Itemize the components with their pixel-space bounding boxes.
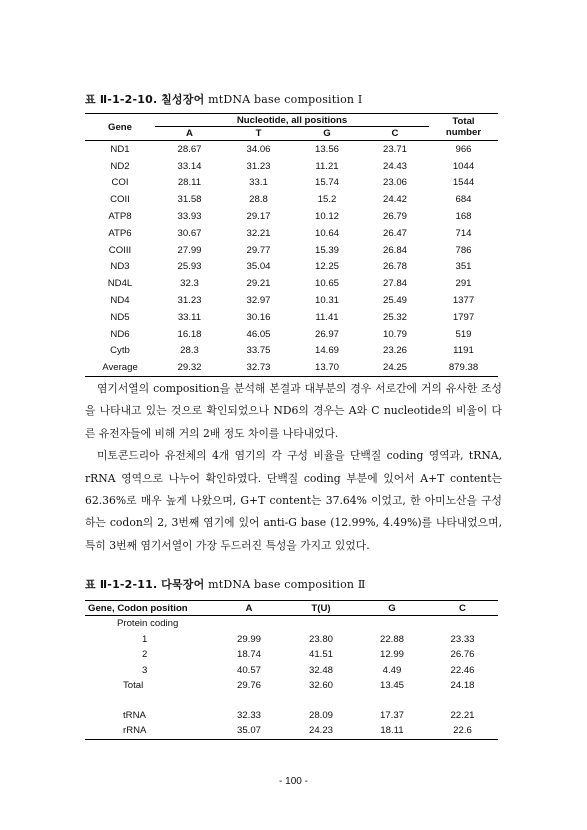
row-label-cell: rRNA: [123, 725, 147, 737]
value-cell: 1544: [452, 177, 475, 189]
table1-title-bold: 칠성장어: [161, 93, 205, 106]
base-composition-table-1: [85, 113, 498, 377]
value-cell: 32.33: [236, 709, 261, 721]
value-cell: 33.11: [177, 311, 202, 323]
value-cell: 23.33: [450, 633, 475, 645]
table-row: [85, 292, 498, 309]
table-row: [85, 326, 498, 343]
value-cell: 29.99: [236, 633, 261, 645]
gene-name-cell: ATP6: [108, 227, 132, 239]
gene-name-cell: ND6: [110, 328, 130, 340]
table-row: [85, 678, 498, 694]
value-cell: 13.56: [314, 143, 339, 155]
value-cell: 41.51: [308, 649, 333, 661]
value-cell: 33.14: [177, 160, 202, 172]
value-cell: 30.67: [177, 227, 202, 239]
row-label-cell: Total: [123, 680, 144, 692]
row-label-cell: 2: [142, 649, 148, 661]
value-cell: 25.93: [177, 261, 202, 273]
value-cell: 10.64: [314, 227, 339, 239]
row-label-cell: 3: [142, 664, 148, 676]
table-row: [85, 647, 498, 663]
gene-name-cell: Cytb: [110, 345, 130, 357]
value-cell: 22.88: [379, 633, 404, 645]
value-cell: 32.97: [246, 295, 271, 307]
value-cell: 29.21: [246, 278, 271, 290]
value-cell: 28.8: [249, 194, 268, 206]
gene-name-cell: ND4: [110, 295, 130, 307]
value-cell: 26.76: [450, 649, 475, 661]
value-cell: 23.06: [382, 177, 407, 189]
value-cell: 28.11: [177, 177, 202, 189]
value-cell: 28.3: [180, 345, 199, 357]
table-row: [85, 343, 498, 360]
value-cell: 519: [455, 328, 472, 340]
table-row: [85, 259, 498, 276]
table-row: [85, 225, 498, 242]
value-cell: 22.6: [453, 725, 472, 737]
header-col-g: G: [293, 127, 361, 141]
value-cell: 32.3: [180, 278, 199, 290]
header2-col-g: G: [357, 601, 427, 616]
value-cell: 35.07: [236, 725, 261, 737]
header-total-line1: Total: [452, 116, 475, 127]
value-cell: 1797: [452, 311, 475, 323]
value-cell: 27.99: [177, 244, 202, 256]
gene-name-cell: ND4L: [107, 278, 133, 290]
value-cell: 10.12: [314, 211, 339, 223]
value-cell: 12.25: [314, 261, 339, 273]
value-cell: 32.48: [308, 664, 333, 676]
header-col-c: C: [361, 127, 429, 141]
value-cell: 28.09: [308, 709, 333, 721]
value-cell: 26.78: [382, 261, 407, 273]
value-cell: 786: [455, 244, 472, 256]
header2-col-a: A: [213, 601, 285, 616]
header-gene: Gene: [85, 114, 155, 141]
value-cell: 29.77: [246, 244, 271, 256]
value-cell: 18.74: [236, 649, 261, 661]
table-row: [85, 309, 498, 326]
value-cell: 23.26: [382, 345, 407, 357]
value-cell: 29.76: [236, 680, 261, 692]
value-cell: 26.47: [382, 227, 407, 239]
value-cell: 33.75: [246, 345, 271, 357]
value-cell: 33.93: [177, 211, 202, 223]
header-col-t: T: [224, 127, 293, 141]
value-cell: 31.58: [177, 194, 202, 206]
gene-name-cell: ND2: [110, 160, 130, 172]
value-cell: 168: [455, 211, 472, 223]
value-cell: 11.21: [315, 160, 339, 172]
paragraph-2: 미토콘드리아 유전체의 4개 염기의 각 구성 비율을 단백질 coding 영역과, tRNA, rRNA 영역으로 나누어 확인하였다. 단백질 coding 부분에 있어서 A+T content는 62.36%로 매우 높게 나왔으며, G+T content는 37.64% 이었고, 한 아미노산을 구성하는 codon의 2, 3번째 염기에 있어 anti-G base (12.99%, 4.49%)를 나타내었으며, 특히 3번째 염기서열이 가장 두드러진 특성을 가지고 있었다.: [85, 449, 502, 552]
value-cell: 32.73: [246, 362, 271, 374]
value-cell: 24.18: [450, 680, 475, 692]
value-cell: 966: [455, 143, 472, 155]
table-row: [85, 694, 498, 724]
table-row: [85, 141, 498, 158]
value-cell: 23.80: [308, 633, 333, 645]
value-cell: 26.79: [382, 211, 407, 223]
value-cell: 714: [455, 227, 472, 239]
value-cell: 34.06: [246, 143, 271, 155]
value-cell: 31.23: [177, 295, 202, 307]
value-cell: 4.49: [382, 664, 402, 676]
table-row: [85, 242, 498, 259]
table2-title-bold: 다묵장어: [161, 578, 205, 591]
value-cell: 879.38: [448, 362, 479, 374]
header-gene-codon: Gene, Codon position: [85, 601, 213, 616]
value-cell: 24.25: [382, 362, 407, 374]
row-label-cell: 1: [142, 633, 148, 645]
value-cell: 26.97: [314, 328, 339, 340]
gene-name-cell: ND1: [110, 143, 130, 155]
value-cell: 35.04: [246, 261, 271, 273]
page-number: - 100 -: [279, 776, 308, 787]
value-cell: 33.1: [249, 177, 268, 189]
header-total-number: [429, 114, 498, 141]
value-cell: 27.84: [382, 278, 407, 290]
value-cell: 29.17: [246, 211, 271, 223]
section-protein-coding: Protein coding: [117, 618, 179, 630]
header-col-a: A: [155, 127, 224, 141]
value-cell: 26.84: [382, 244, 407, 256]
gene-name-cell: COI: [111, 177, 129, 189]
table-row: [85, 191, 498, 208]
value-cell: 15.2: [317, 194, 337, 206]
value-cell: 18.11: [380, 725, 404, 737]
value-cell: 40.57: [236, 664, 261, 676]
value-cell: 15.74: [314, 177, 339, 189]
table1-label: 표 Ⅱ-1-2-10.: [85, 93, 158, 106]
value-cell: 10.31: [314, 295, 339, 307]
value-cell: 11.41: [315, 311, 339, 323]
value-cell: 29.32: [177, 362, 202, 374]
gene-name-cell: COII: [110, 194, 130, 206]
value-cell: 30.16: [246, 311, 271, 323]
gene-name-cell: ATP8: [108, 211, 132, 223]
value-cell: 24.42: [382, 194, 407, 206]
gene-name-cell: COIII: [108, 244, 132, 256]
base-composition-table-2: [85, 600, 498, 740]
value-cell: 10.65: [314, 278, 339, 290]
gene-name-cell: ND3: [110, 261, 130, 273]
table1-caption: [85, 91, 362, 107]
table-row: [85, 208, 498, 225]
value-cell: 291: [455, 278, 472, 290]
value-cell: 16.18: [177, 328, 202, 340]
value-cell: 12.99: [379, 649, 404, 661]
table-row: [85, 723, 498, 739]
value-cell: 32.21: [246, 227, 271, 239]
table-row: [85, 275, 498, 292]
value-cell: 13.45: [379, 680, 404, 692]
table1-title: mtDNA base composition Ⅰ: [208, 93, 363, 106]
table2-label: 표 Ⅱ-1-2-11.: [85, 578, 158, 591]
value-cell: 22.21: [450, 709, 475, 721]
value-cell: 24.43: [382, 160, 407, 172]
value-cell: 1377: [452, 295, 475, 307]
value-cell: 22.46: [450, 664, 475, 676]
value-cell: 684: [455, 194, 472, 206]
table-row: [85, 663, 498, 679]
header2-col-tu: T(U): [285, 601, 357, 616]
value-cell: 32.60: [308, 680, 333, 692]
value-cell: 25.32: [382, 311, 407, 323]
header2-col-c: C: [427, 601, 498, 616]
paragraph-1: 염기서열의 composition을 분석해 본결과 대부분의 경우 서로간에 거의 유사한 조성을 나타내고 있는 것으로 확인되었으나 ND6의 경우는 A와 C nucleotide의 비율이 다른 유전자들에 비해 거의 2배 정도 차이를 나타내었다.: [85, 382, 502, 440]
header-total-line2: number: [445, 127, 482, 138]
gene-name-cell: ND5: [110, 311, 130, 323]
value-cell: 14.69: [314, 345, 339, 357]
value-cell: 1044: [452, 160, 475, 172]
value-cell: 25.49: [382, 295, 407, 307]
value-cell: 13.70: [314, 362, 339, 374]
value-cell: 46.05: [246, 328, 271, 340]
table-row: [85, 158, 498, 175]
value-cell: 10.79: [382, 328, 407, 340]
gene-name-cell: Average: [102, 362, 138, 374]
body-text: [85, 378, 502, 557]
header-nucleotide-group: Nucleotide, all positions: [155, 114, 429, 127]
table2-caption: [85, 576, 366, 592]
table-row: [85, 632, 498, 648]
table-row: [85, 359, 498, 376]
row-label-cell: tRNA: [123, 709, 146, 721]
value-cell: 23.71: [382, 143, 407, 155]
value-cell: 28.67: [177, 143, 202, 155]
value-cell: 351: [455, 261, 472, 273]
value-cell: 17.37: [379, 709, 404, 721]
value-cell: 15.39: [314, 244, 339, 256]
table2-title: mtDNA base composition Ⅱ: [208, 578, 366, 591]
value-cell: 31.23: [246, 160, 271, 172]
table-row: [85, 175, 498, 192]
value-cell: 1191: [453, 345, 474, 357]
value-cell: 24.23: [308, 725, 333, 737]
